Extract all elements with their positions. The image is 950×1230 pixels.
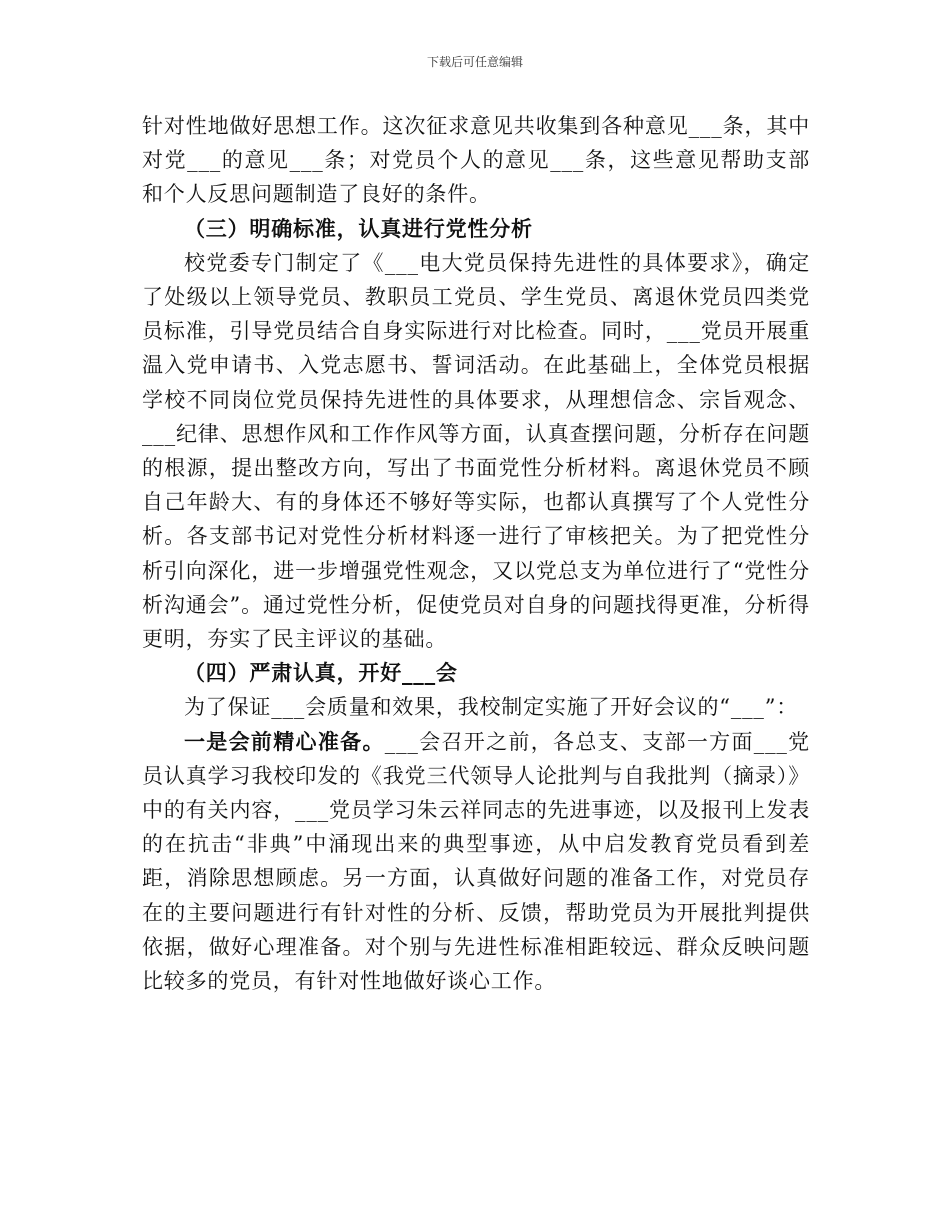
paragraph-continuation: 针对性地做好思想工作。这次征求意见共收集到各种意见___条，其中对党___的意见___条；对党员个人的意见___条，这些意见帮助支部和个人反思问题制造了良好的条件。: [142, 114, 810, 207]
document-body: [142, 109, 810, 998]
paragraph-party-analysis: 校党委专门制定了《___电大党员保持先进性的具体要求》，确定了处级以上领导党员、教职员工党员、学生党员、离退休党员四类党员标准，引导党员结合自身实际进行对比检查。同时，___党员开展重温入党申请书、入党志愿书、誓词活动。在此基础上，全体党员根据学校不同岗位党员保持先进性的具体要求，从理想信念、宗旨观念、___纪律、思想作风和工作作风等方面，认真查摆问题，分析存在问题的根源，提出整改方向，写出了书面党性分析材料。离退休党员不顾自己年龄大、有的身体还不够好等实际，也都认真撰写了个人党性分析。各支部书记对党性分析材料逐一进行了审核把关。为了把党性分析引向深化，进一步增强党性观念，又以党总支为单位进行了“党性分析沟通会”。通过党性分析，促使党员对自身的问题找得更准，分析得更明，夯实了民主评议的基础。: [142, 250, 810, 652]
paragraph-preparation-body: ___会召开之前，各总支、支部一方面___党员认真学习我校印发的《我党三代领导人论批判与自我批判（摘录）》中的有关内容，___党员学习朱云祥同志的先进事迹，以及报刊上发表的在抗击“非典”中涌现出来的典型事迹，从中启发教育党员看到差距，消除思想顾虑。另一方面，认真做好问题的准备工作，对党员存在的主要问题进行有针对性的分析、反馈，帮助党员为开展批判提供依据，做好心理准备。对个别与先进性标准相距较远、群众反映问题比较多的党员，有针对性地做好谈心工作。: [142, 729, 810, 994]
paragraph-lead-phrase: 一是会前精心准备。: [184, 729, 385, 754]
section-heading-3: （三）明确标准，认真进行党性分析: [184, 216, 533, 241]
page-header: 下载后可任意编辑: [426, 55, 523, 69]
section-heading-4: （四）严肃认真，开好___会: [184, 661, 458, 686]
paragraph-preparation: [142, 725, 810, 999]
paragraph-meeting-quality: 为了保证___会质量和效果，我校制定实施了开好会议的“___”：: [184, 695, 799, 720]
